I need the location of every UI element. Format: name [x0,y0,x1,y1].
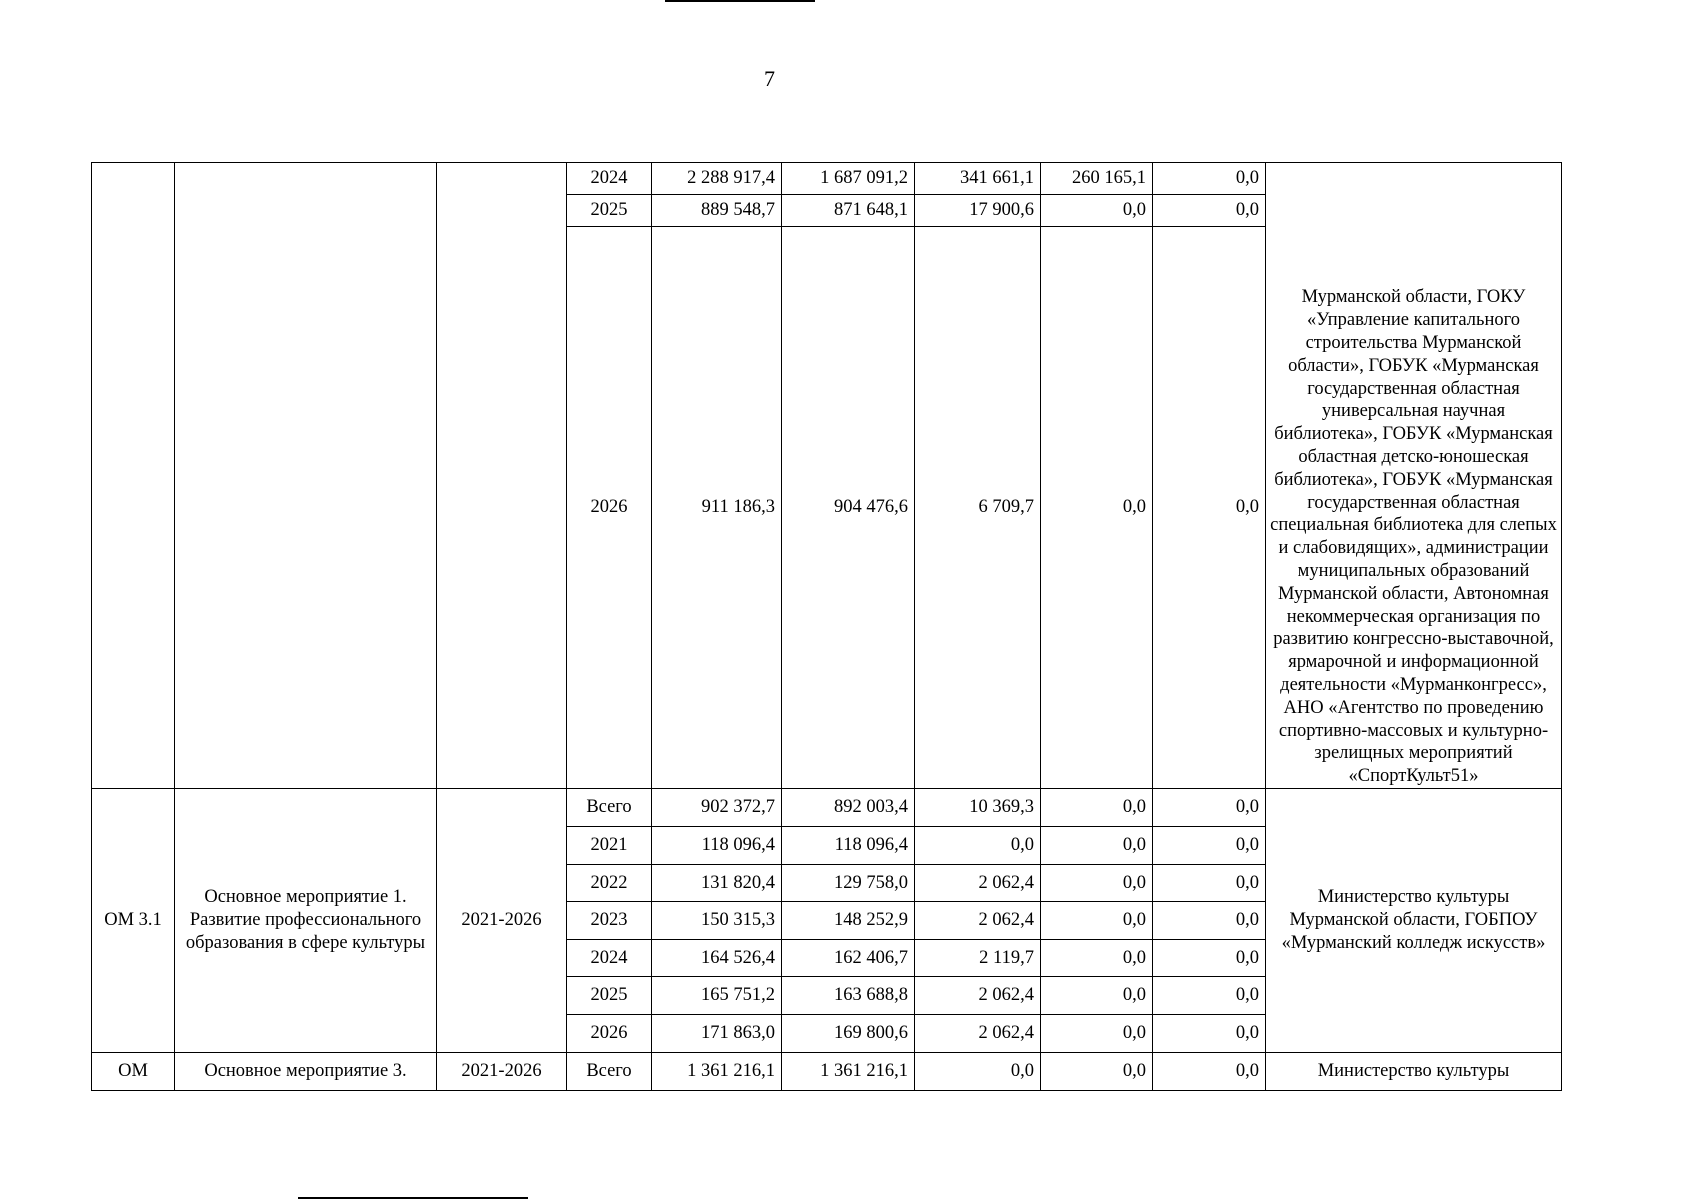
value-cell: 0,0 [1041,195,1153,227]
value-cell: 6 709,7 [915,227,1041,789]
table-row [92,1053,1562,1091]
year-cell: 2023 [567,902,652,940]
value-cell: 0,0 [1153,227,1266,789]
executor-cell: Мурманской области, ГОКУ «Управление капитального строительства Мурманской области», ГОБУК «Мурманская государственная областная универсальная научная библиотека», ГОБУК «Мурманская областная детско-юношеская библиотека», ГОБУК «Мурманская государственная областная специальная библиотека для слепых и слабовидящих», администрации муниципальных образований Мурманской области, Автономная некоммерческая организация по развитию конгрессно-выставочной, ярмарочной и информационной деятельности «Мурманконгресс», АНО «Агентство по проведению спортивно-массовых и культурно-зрелищных мероприятий «СпортКульт51» [1266,163,1562,789]
year-cell: 2022 [567,865,652,902]
year-cell: Всего [567,1053,652,1091]
value-cell: 0,0 [1041,902,1153,940]
value-cell: 2 119,7 [915,940,1041,977]
value-cell: 0,0 [1041,940,1153,977]
year-cell: 2026 [567,1015,652,1053]
value-cell: 0,0 [1041,1015,1153,1053]
executor-cell: Министерство культуры [1266,1053,1562,1091]
value-cell: 10 369,3 [915,789,1041,827]
value-cell: 169 800,6 [782,1015,915,1053]
total-cell: 902 372,7 [652,789,782,827]
value-cell: 0,0 [1041,865,1153,902]
value-cell: 0,0 [1153,902,1266,940]
total-cell: 889 548,7 [652,195,782,227]
total-cell: 118 096,4 [652,827,782,865]
code-cell [92,163,175,789]
value-cell: 0,0 [915,827,1041,865]
value-cell: 0,0 [1041,977,1153,1015]
value-cell: 0,0 [1041,789,1153,827]
table-row [92,789,1562,827]
value-cell: 2 062,4 [915,865,1041,902]
name-cell: Основное мероприятие 3. [175,1053,437,1091]
name-cell [175,163,437,789]
value-cell: 17 900,6 [915,195,1041,227]
value-cell: 0,0 [1153,865,1266,902]
value-cell: 0,0 [1153,789,1266,827]
total-cell: 164 526,4 [652,940,782,977]
total-cell: 171 863,0 [652,1015,782,1053]
value-cell: 2 062,4 [915,1015,1041,1053]
value-cell: 1 361 216,1 [782,1053,915,1091]
value-cell: 118 096,4 [782,827,915,865]
period-cell [437,163,567,789]
code-cell: ОМ 3.1 [92,789,175,1053]
footnote-rule [298,1197,528,1199]
year-cell: 2026 [567,227,652,789]
value-cell: 148 252,9 [782,902,915,940]
year-cell: 2024 [567,940,652,977]
year-cell: 2021 [567,827,652,865]
value-cell: 0,0 [1153,977,1266,1015]
year-cell: 2024 [567,163,652,195]
executor-cell: Министерство культуры Мурманской области, ГОБПОУ «Мурманский колледж искусств» [1266,789,1562,1053]
budget-table [91,162,1562,1091]
total-cell: 165 751,2 [652,977,782,1015]
code-cell: ОМ [92,1053,175,1091]
total-cell: 131 820,4 [652,865,782,902]
year-cell: 2025 [567,195,652,227]
value-cell: 341 661,1 [915,163,1041,195]
value-cell: 0,0 [1153,163,1266,195]
value-cell: 162 406,7 [782,940,915,977]
value-cell: 260 165,1 [1041,163,1153,195]
value-cell: 0,0 [1153,827,1266,865]
value-cell: 0,0 [1153,195,1266,227]
value-cell: 0,0 [1153,1053,1266,1091]
value-cell: 892 003,4 [782,789,915,827]
period-cell: 2021-2026 [437,789,567,1053]
value-cell: 1 687 091,2 [782,163,915,195]
total-cell: 911 186,3 [652,227,782,789]
value-cell: 0,0 [1041,1053,1153,1091]
value-cell: 0,0 [1041,827,1153,865]
value-cell: 904 476,6 [782,227,915,789]
page-number: 7 [764,66,775,91]
total-cell: 150 315,3 [652,902,782,940]
value-cell: 871 648,1 [782,195,915,227]
period-cell: 2021-2026 [437,1053,567,1091]
value-cell: 0,0 [1153,1015,1266,1053]
year-cell: Всего [567,789,652,827]
name-cell: Основное мероприятие 1. Развитие профессионального образования в сфере культуры [175,789,437,1053]
value-cell: 129 758,0 [782,865,915,902]
value-cell: 2 062,4 [915,977,1041,1015]
top-rule [665,0,815,2]
value-cell: 0,0 [1153,940,1266,977]
total-cell: 1 361 216,1 [652,1053,782,1091]
total-cell: 2 288 917,4 [652,163,782,195]
value-cell: 163 688,8 [782,977,915,1015]
value-cell: 0,0 [915,1053,1041,1091]
value-cell: 2 062,4 [915,902,1041,940]
year-cell: 2025 [567,977,652,1015]
value-cell: 0,0 [1041,227,1153,789]
table-row [92,163,1562,195]
